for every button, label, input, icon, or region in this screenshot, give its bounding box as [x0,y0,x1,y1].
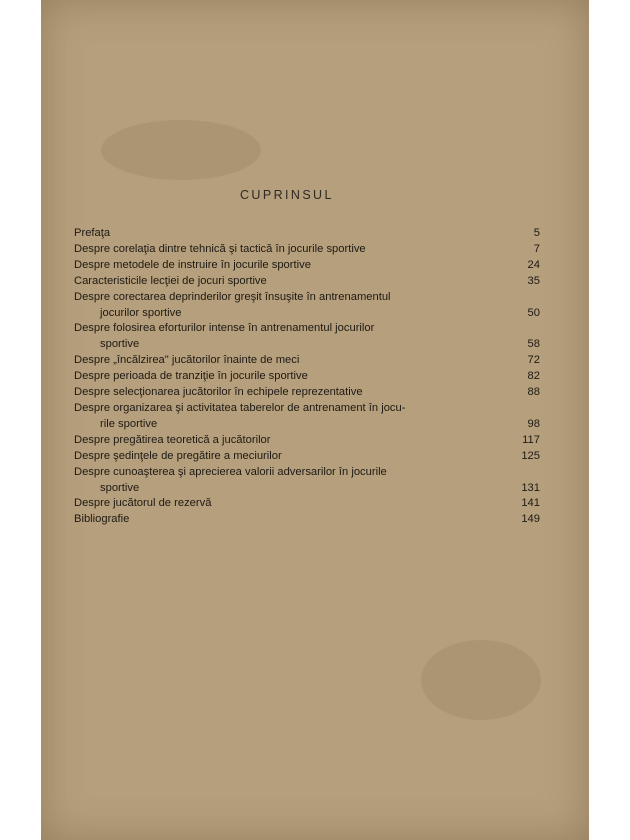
toc-entry [74,274,544,290]
toc-entry [74,369,544,385]
toc-page-number: 98 [527,417,540,430]
toc-entry-title: Despre cunoaşterea şi aprecierea valorii adversarilor în jocurile [74,465,387,478]
toc-page-number: 7 [533,242,540,255]
toc-entry [74,290,544,322]
toc-entry-title: Despre metodele de instruire în jocurile sportive [74,258,311,271]
toc-page-number: 125 [521,449,540,462]
toc-page-number: 50 [527,306,540,319]
toc-page-number: 141 [521,497,540,510]
toc-page-number: 58 [527,338,540,351]
toc-entry-title: Caracteristicile lecţiei de jocuri sportive [74,274,267,287]
toc-entry [74,321,544,353]
toc-entry [74,512,544,528]
paper-stain [421,640,541,720]
toc-entry-title: Despre corectarea deprinderilor greşit însuşite în antrenamentul [74,290,391,303]
toc-entry-title: Despre organizarea şi activitatea taberelor de antrenament în jocu- [74,401,406,414]
toc-page-number: 24 [527,258,540,271]
toc-entry [74,496,544,512]
toc-entry [74,385,544,401]
toc-entry-title: Bibliografie [74,513,130,526]
toc-entry [74,465,544,497]
toc-entry [74,226,544,242]
toc-entry [74,258,544,274]
toc-page-number: 131 [521,481,540,494]
toc-page-number: 117 [522,433,540,446]
toc-entry-title: Despre selecţionarea jucătorilor în echipele reprezentative [74,386,363,399]
toc-page-number: 5 [533,227,540,239]
toc-entry-title: Despre jucătorul de rezervă [74,497,212,510]
toc-entry-title: Despre şedinţele de pregătire a meciurilor [74,449,282,462]
toc-page-number: 35 [527,274,540,287]
toc-page-number: 72 [527,354,540,367]
toc-entry-title: sportive [100,338,140,351]
toc-entry-title: Despre pregătirea teoretică a jucătorilor [74,433,271,446]
toc-page-number: 149 [521,513,540,526]
toc-entry-title: sportive [100,481,140,494]
toc-entry-title: Despre perioada de tranziţie în jocurile sportive [74,370,308,383]
toc-entry [74,353,544,369]
toc-entry [74,449,544,465]
contents-title: CUPRINSUL [240,188,334,202]
toc-entry [74,433,544,449]
toc-page-number: 82 [527,370,540,383]
toc-entry-title: Despre „încălzirea" jucătorilor înainte de meci [74,354,300,367]
table-of-contents [74,226,544,528]
paper-stain [101,120,261,180]
toc-entry-title: Prefaţa [74,227,111,239]
toc-entry [74,242,544,258]
toc-page-number: 88 [527,386,540,399]
toc-entry-title: jocurilor sportive [100,306,182,319]
toc-entry-title: Despre corelaţia dintre tehnică şi tactică în jocurile sportive [74,242,366,255]
toc-entry-title: Despre folosirea eforturilor intense în antrenamentul jocurilor [74,322,375,335]
toc-entry-title: rile sportive [100,417,158,430]
toc-entry [74,401,544,433]
